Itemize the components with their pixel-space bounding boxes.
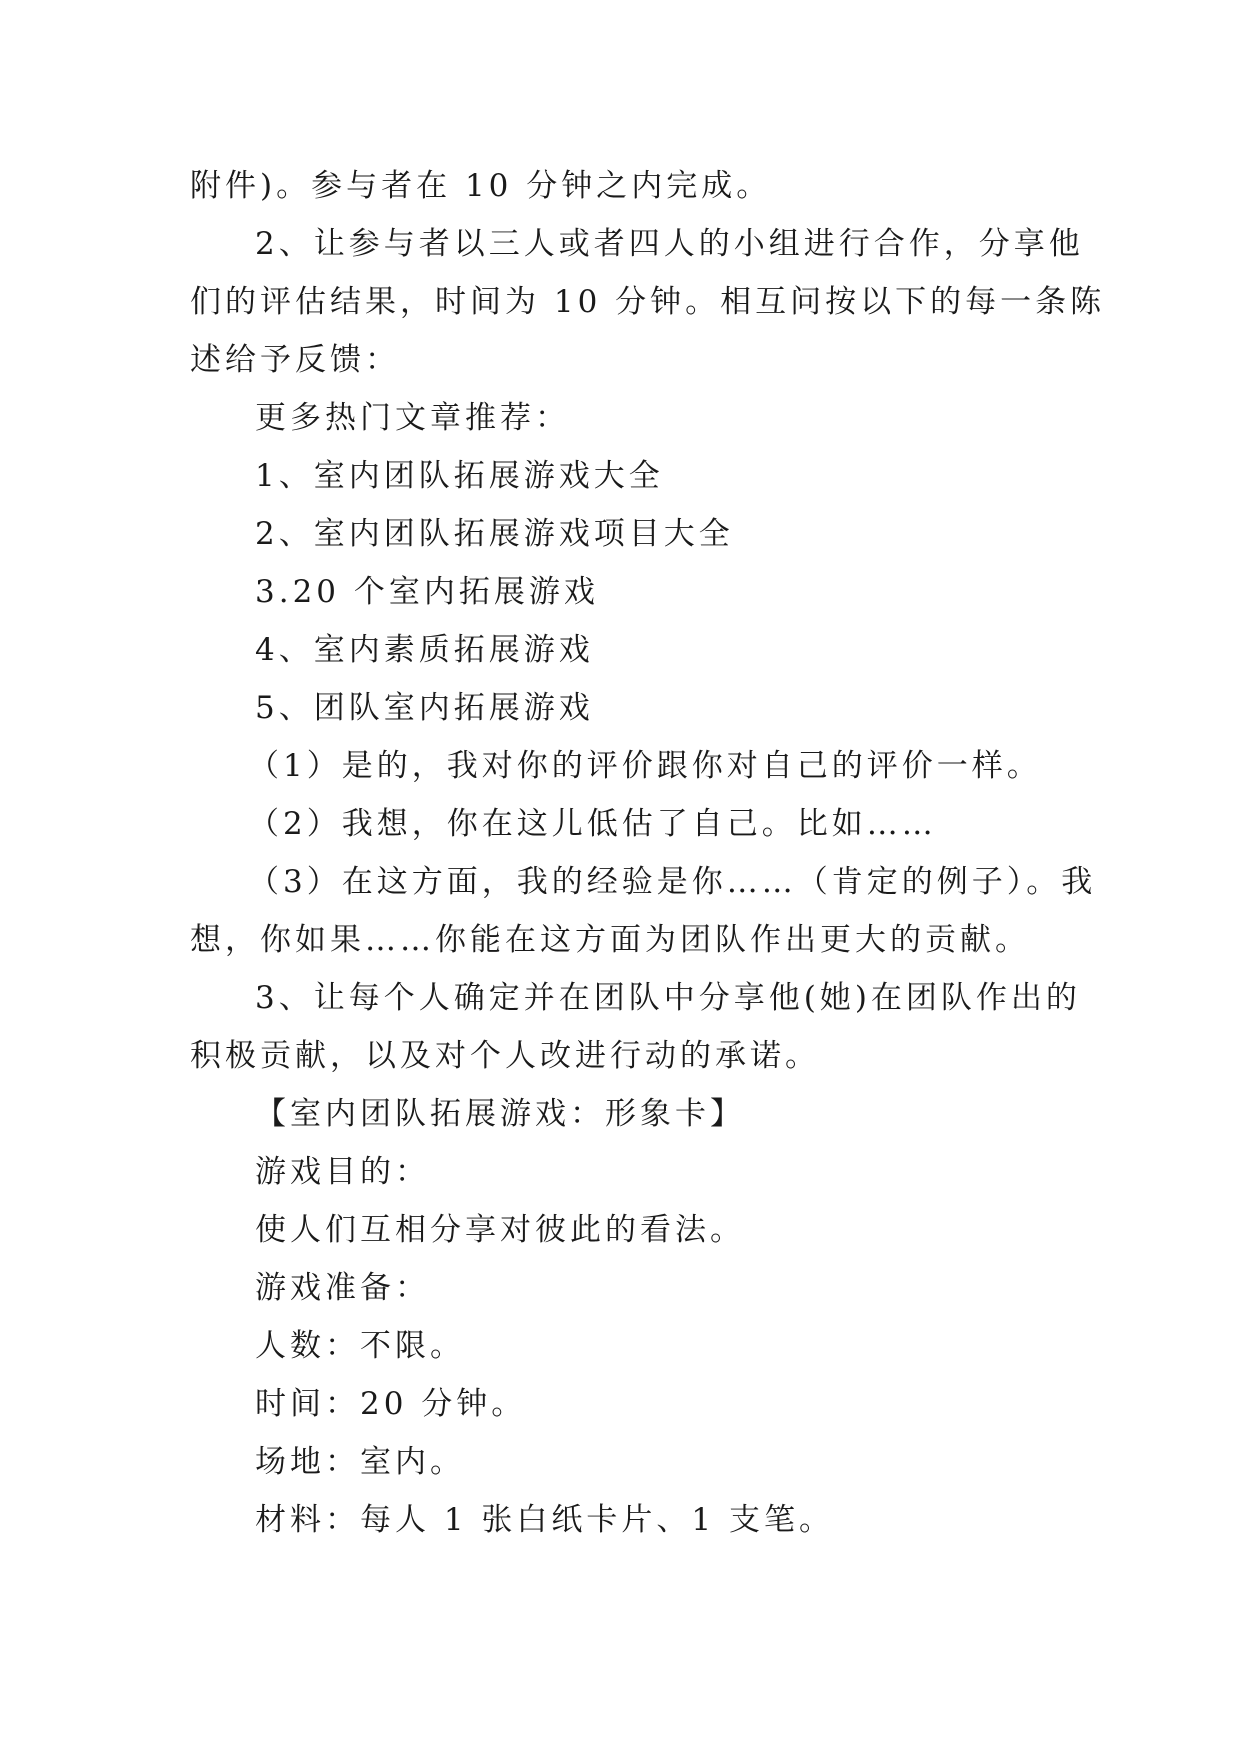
recommendation-item: 1、室内团队拓展游戏大全 xyxy=(255,458,664,494)
paragraph-line: 游戏准备： xyxy=(255,1270,430,1306)
recommendation-item: 2、室内团队拓展游戏项目大全 xyxy=(255,516,734,552)
paragraph-line: 附件)。参与者在 10 分钟之内完成。 xyxy=(190,168,772,204)
feedback-statement: （3）在这方面，我的经验是你……（肯定的例子）。我 xyxy=(248,864,1097,900)
paragraph-line: 游戏目的： xyxy=(255,1154,430,1190)
paragraph-line: 想，你如果……你能在这方面为团队作出更大的贡献。 xyxy=(190,922,1030,958)
paragraph-line: 场地：室内。 xyxy=(255,1444,465,1480)
recommendation-item: 5、团队室内拓展游戏 xyxy=(255,690,594,726)
paragraph-line: 时间：20 分钟。 xyxy=(255,1386,527,1422)
feedback-statement: （1）是的，我对你的评价跟你对自己的评价一样。 xyxy=(248,748,1042,784)
paragraph-line: 积极贡献，以及对个人改进行动的承诺。 xyxy=(190,1038,820,1074)
feedback-statement: （2）我想，你在这儿低估了自己。比如…… xyxy=(248,806,937,842)
paragraph-line: 3、让每个人确定并在团队中分享他(她)在团队作出的 xyxy=(255,980,1081,1016)
paragraph-line: 使人们互相分享对彼此的看法。 xyxy=(255,1212,745,1248)
paragraph-line: 2、让参与者以三人或者四人的小组进行合作，分享他 xyxy=(255,226,1084,262)
paragraph-line: 人数：不限。 xyxy=(255,1328,465,1364)
recommendation-item: 4、室内素质拓展游戏 xyxy=(255,632,594,668)
section-heading: 【室内团队拓展游戏：形象卡】 xyxy=(255,1096,745,1132)
paragraph-line: 们的评估结果，时间为 10 分钟。相互问按以下的每一条陈 xyxy=(190,284,1106,320)
recommendation-item: 3.20 个室内拓展游戏 xyxy=(255,574,599,610)
paragraph-line: 材料：每人 1 张白纸卡片、1 支笔。 xyxy=(255,1502,835,1538)
paragraph-line: 述给予反馈： xyxy=(190,342,400,378)
recommendation-heading: 更多热门文章推荐： xyxy=(255,400,570,436)
